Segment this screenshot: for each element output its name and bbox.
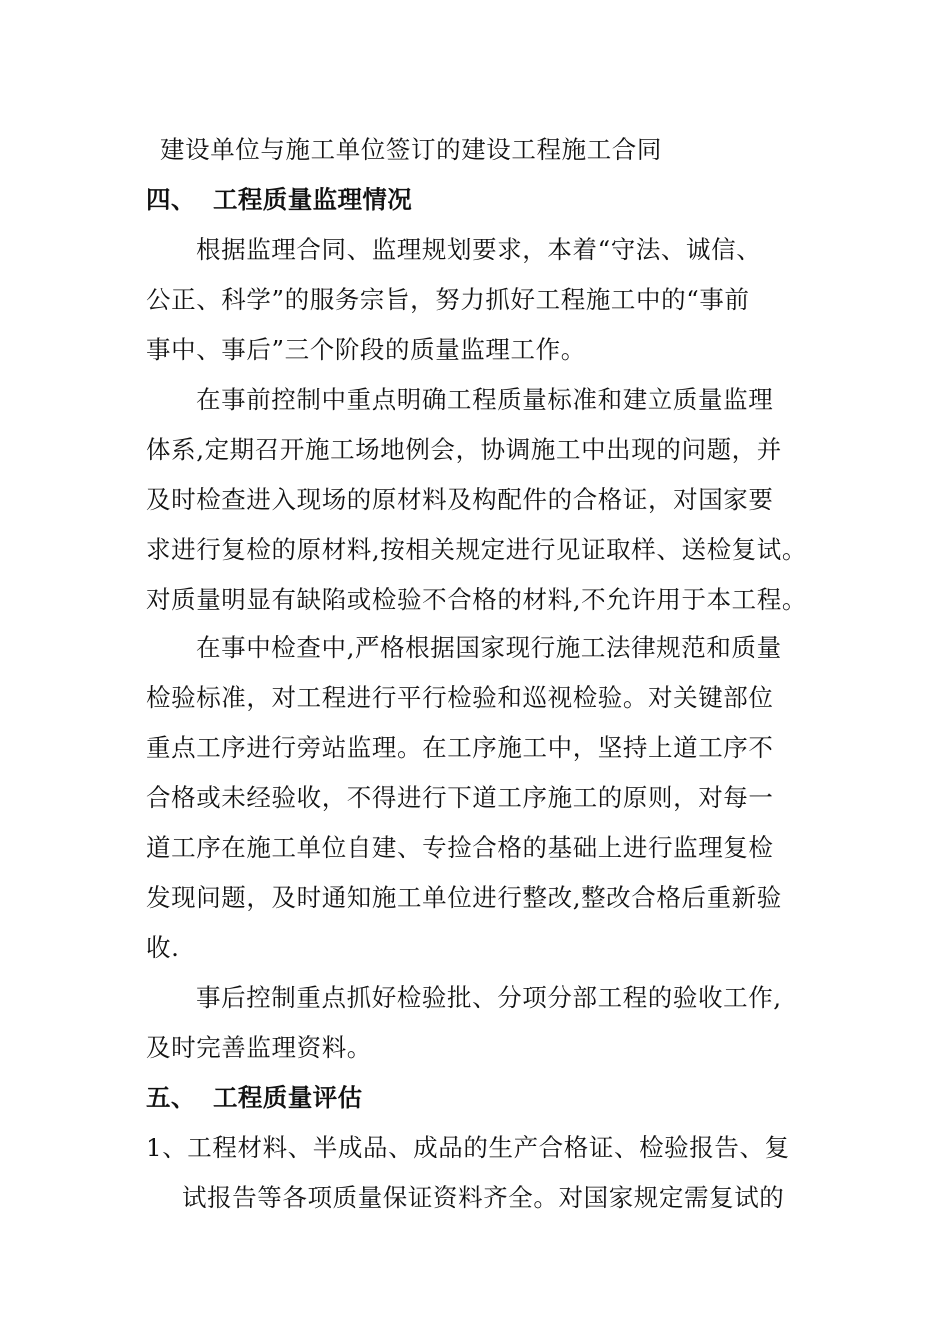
paragraph-line: 事中、事后”三个阶段的质量监理工作。 [146,335,586,364]
paragraph-line: 在事前控制中重点明确工程质量标准和建立质量监理 [196,385,774,414]
paragraph-line: 及时完善监理资料。 [146,1033,372,1062]
paragraph-line: 求进行复检的原材料,按相关规定进行见证取样、送检复试。 [146,535,807,564]
contract-line: 建设单位与施工单位签订的建设工程施工合同 [160,135,662,164]
paragraph-line: 重点工序进行旁站监理。在工序施工中，坚持上道工序不 [146,733,774,762]
paragraph-line: 公正、科学”的服务宗旨，努力抓好工程施工中的“事前 [146,285,750,314]
list-item-continuation: 试报告等各项质量保证资料齐全。对国家规定需复试的 [182,1183,785,1212]
paragraph-line: 发现问题，及时通知施工单位进行整改,整改合格后重新验 [146,883,782,912]
paragraph-line: 对质量明显有缺陷或检验不合格的材料,不允许用于本工程。 [146,585,807,614]
paragraph-line: 道工序在施工单位自建、专捡合格的基础上进行监理复检 [146,833,774,862]
section-heading-4 [146,184,826,216]
section-title: 工程质量监理情况 [213,185,413,214]
section-heading-5 [146,1082,826,1114]
paragraph-line: 在事中检查中,严格根据国家现行施工法律规范和质量 [196,633,782,662]
paragraph-line: 及时检查进入现场的原材料及构配件的合格证，对国家要 [146,485,774,514]
section-number: 四、 [146,185,196,214]
section-number: 五、 [146,1083,196,1112]
paragraph-line: 根据监理合同、监理规划要求，本着“守法、诚信、 [196,235,762,264]
paragraph-line: 收. [146,933,180,962]
paragraph-line: 检验标准，对工程进行平行检验和巡视检验。对关键部位 [146,683,774,712]
paragraph-line: 事后控制重点抓好检验批、分项分部工程的验收工作, [196,983,782,1012]
paragraph-line: 合格或未经验收，不得进行下道工序施工的原则，对每一 [146,783,774,812]
section-title: 工程质量评估 [213,1083,363,1112]
list-item: 1、工程材料、半成品、成品的生产合格证、检验报告、复 [146,1133,790,1162]
paragraph-line: 体系,定期召开施工场地例会，协调施工中出现的问题，并 [146,435,782,464]
